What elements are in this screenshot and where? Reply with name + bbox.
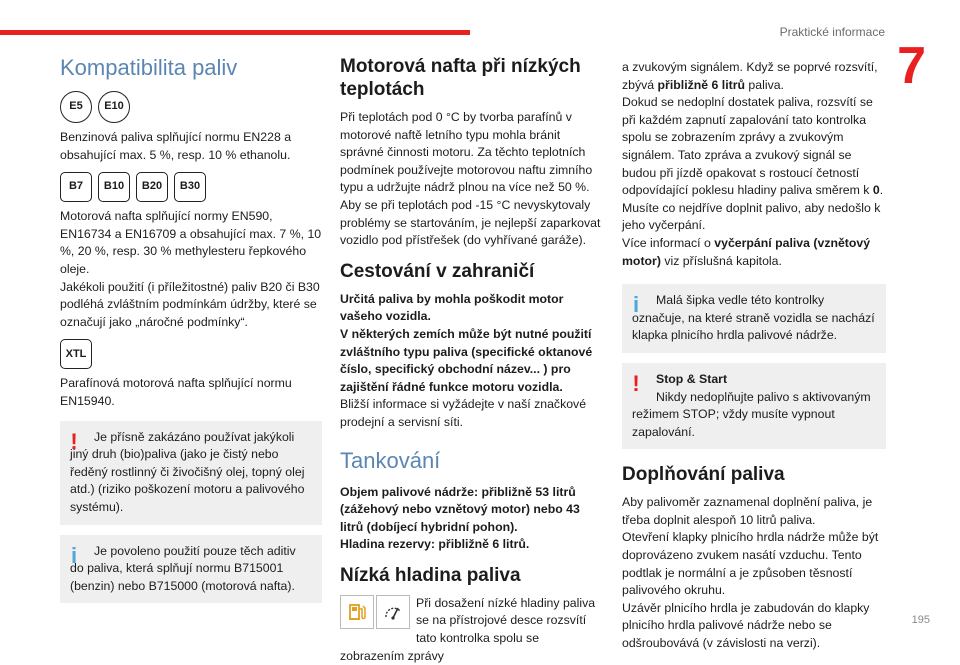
warning-note-text: Je přísně zakázáno používat jakýkoli jiný druh (bio)paliva (jako je čistý nebo ředěný rostlinný či živočišný olej, topný olej atd.) (riziko poškození motoru a palivového systému). bbox=[70, 429, 305, 514]
low-fuel-text: Při dosažení nízké hladiny paliva se na přístrojové desce rozsvítí tato kontrolka spolu se zobrazením zprávy bbox=[340, 595, 596, 663]
fuel-pump-warning-icon bbox=[340, 595, 374, 629]
section-title-fuel-compatibility: Kompatibilita paliv bbox=[60, 55, 238, 80]
e5-badge: E5 bbox=[60, 91, 92, 123]
column-3 bbox=[622, 59, 886, 653]
section-title-diesel-low-temp: Motorová nafta při nízkých teplotách bbox=[340, 56, 581, 100]
travel-bold-2: V některých zemích může být nutné použití zvláštního typu paliva (specifické oktanové číslo, specifický obchodní název... ) pro zajištění řádné funkce motoru vozidla. bbox=[340, 326, 593, 394]
chapter-number: 7 bbox=[897, 37, 926, 95]
remaining-litres: přibližně 6 litrů bbox=[657, 77, 746, 92]
xtl-text: Parafínová motorová nafta splňující normu EN15940. bbox=[60, 376, 292, 408]
diesel-low-temp-p2: Aby se při teplotách pod -15 °C nevyskytovaly problémy se startováním, je nejlepší zaparkovat vozidlo pod přístřešek (do vyhřívané garáže). bbox=[340, 197, 601, 248]
stop-start-warning bbox=[622, 363, 886, 449]
xtl-badges bbox=[60, 339, 322, 369]
column-1 bbox=[60, 55, 322, 613]
diesel-text: Motorová nafta splňující normy EN590, EN16734 a EN16709 a obsahující max. 7 %, 10 %, 20 %, resp. 30 % methylesteru řepkového oleje. bbox=[60, 209, 322, 276]
more-info-text: Více informací o vyčerpání paliva (vznětový motor) viz příslušná kapitola. bbox=[622, 235, 871, 268]
low-fuel-icons bbox=[340, 595, 410, 629]
refuel-asap-text: Musíte co nejdříve doplnit palivo, aby nedošlo k jeho vyčerpání. bbox=[622, 200, 881, 233]
refill-p1: Aby palivoměr zaznamenal doplnění paliva, je třeba doplnit alespoň 10 litrů paliva. bbox=[622, 495, 873, 527]
section-title-travel-abroad: Cestování v zahraničí bbox=[340, 260, 535, 282]
stop-start-title: Stop & Start bbox=[656, 371, 728, 386]
warning-repeat-text: Dokud se nedoplní dostatek paliva, rozsvítí se při každém zapnutí zapalování tato kontrolka spolu se zobrazením zprávy a zvukovým signálem. Tato zpráva a zvukový signál se budou při jízdě opakovat s rostoucí četností odpovídající poklesu hladiny paliva směrem k 0. bbox=[622, 95, 884, 198]
e10-badge: E10 bbox=[98, 91, 130, 123]
section-title-refuelling: Tankování bbox=[340, 447, 441, 473]
section-title-low-fuel: Nízká hladina paliva bbox=[340, 564, 521, 586]
info-note-arrow-text: Malá šipka vedle této kontrolky označuje, na které straně vozidla se nachází klapka plnicího hrdla palivové nádrže. bbox=[632, 293, 875, 343]
xtl-badge: XTL bbox=[60, 339, 92, 369]
b7-badge: B7 bbox=[60, 172, 92, 202]
stop-start-text: Nikdy nedoplňujte palivo s aktivovaným režimem STOP; vždy musíte vypnout zapalování. bbox=[632, 389, 871, 439]
diesel-badges bbox=[60, 172, 322, 202]
petrol-badges bbox=[60, 91, 322, 123]
running-header: Praktické informace bbox=[779, 25, 885, 39]
low-fuel-continued: a zvukovým signálem. Když se poprvé rozsvítí, zbývá přibližně 6 litrů paliva. bbox=[622, 60, 878, 92]
reserve-level: Hladina rezervy: přibližně 6 litrů. bbox=[340, 537, 530, 552]
travel-text: Bližší informace si vyžádejte v naší značkové prodejní a servisní síti. bbox=[340, 397, 587, 429]
fuel-gauge-icon bbox=[376, 595, 410, 629]
warning-exclamation-icon: ! bbox=[632, 370, 640, 396]
refill-p2: Otevření klapky plnicího hrdla nádrže může být doprovázeno zvukem nasátí vzduchu. Tento podtlak je normální a je způsoben těsností palivového okruhu. bbox=[622, 530, 879, 598]
info-icon: i bbox=[632, 292, 640, 318]
travel-bold-1: Určitá paliva by mohla poškodit motor vašeho vozidla. bbox=[340, 291, 564, 324]
b30-badge: B30 bbox=[174, 172, 206, 202]
info-note bbox=[60, 535, 322, 604]
b10-badge: B10 bbox=[98, 172, 130, 202]
column-2 bbox=[340, 55, 606, 665]
section-title-refilling: Doplňování paliva bbox=[622, 464, 785, 486]
b20-badge: B20 bbox=[136, 172, 168, 202]
warning-note bbox=[60, 421, 322, 525]
info-note-text: Je povoleno použití pouze těch aditiv do paliva, která splňují normu B715001 (benzin) nebo B715000 (motorová nafta). bbox=[70, 543, 296, 593]
info-note-arrow bbox=[622, 284, 886, 353]
severe-conditions-text: Jakékoli použití (i příležitostné) paliv B20 či B30 podléhá zvláštním podmínkám údržby, které se označují jako „náročné podmínky“. bbox=[60, 279, 320, 329]
diesel-low-temp-p1: Při teplotách pod 0 °C by tvorba parafínů v motorové naftě letního typu mohla bránit správné činnosti motoru. Za těchto teplotních podmínek používejte motorovou naftu zimního typu a udržujte nádrž plnou na více než 50 %. bbox=[340, 110, 593, 195]
info-icon: i bbox=[70, 542, 78, 568]
warning-exclamation-icon: ! bbox=[70, 428, 78, 454]
tank-capacity: Objem palivové nádrže: přibližně 53 litrů (zážehový nebo vznětový motor) nebo 43 litrů (dobíjecí hybridní pohon). bbox=[340, 484, 580, 534]
refill-p3: Uzávěr plnicího hrdla je zabudován do klapky plnicího hrdla palivové nádrže nebo se odšroubovává (v závislosti na verzi). bbox=[622, 600, 870, 651]
page-number: 195 bbox=[911, 614, 930, 626]
top-accent-bar bbox=[0, 30, 470, 35]
petrol-text: Benzinová paliva splňující normu EN228 a obsahující max. 5 %, resp. 10 % ethanolu. bbox=[60, 130, 292, 162]
